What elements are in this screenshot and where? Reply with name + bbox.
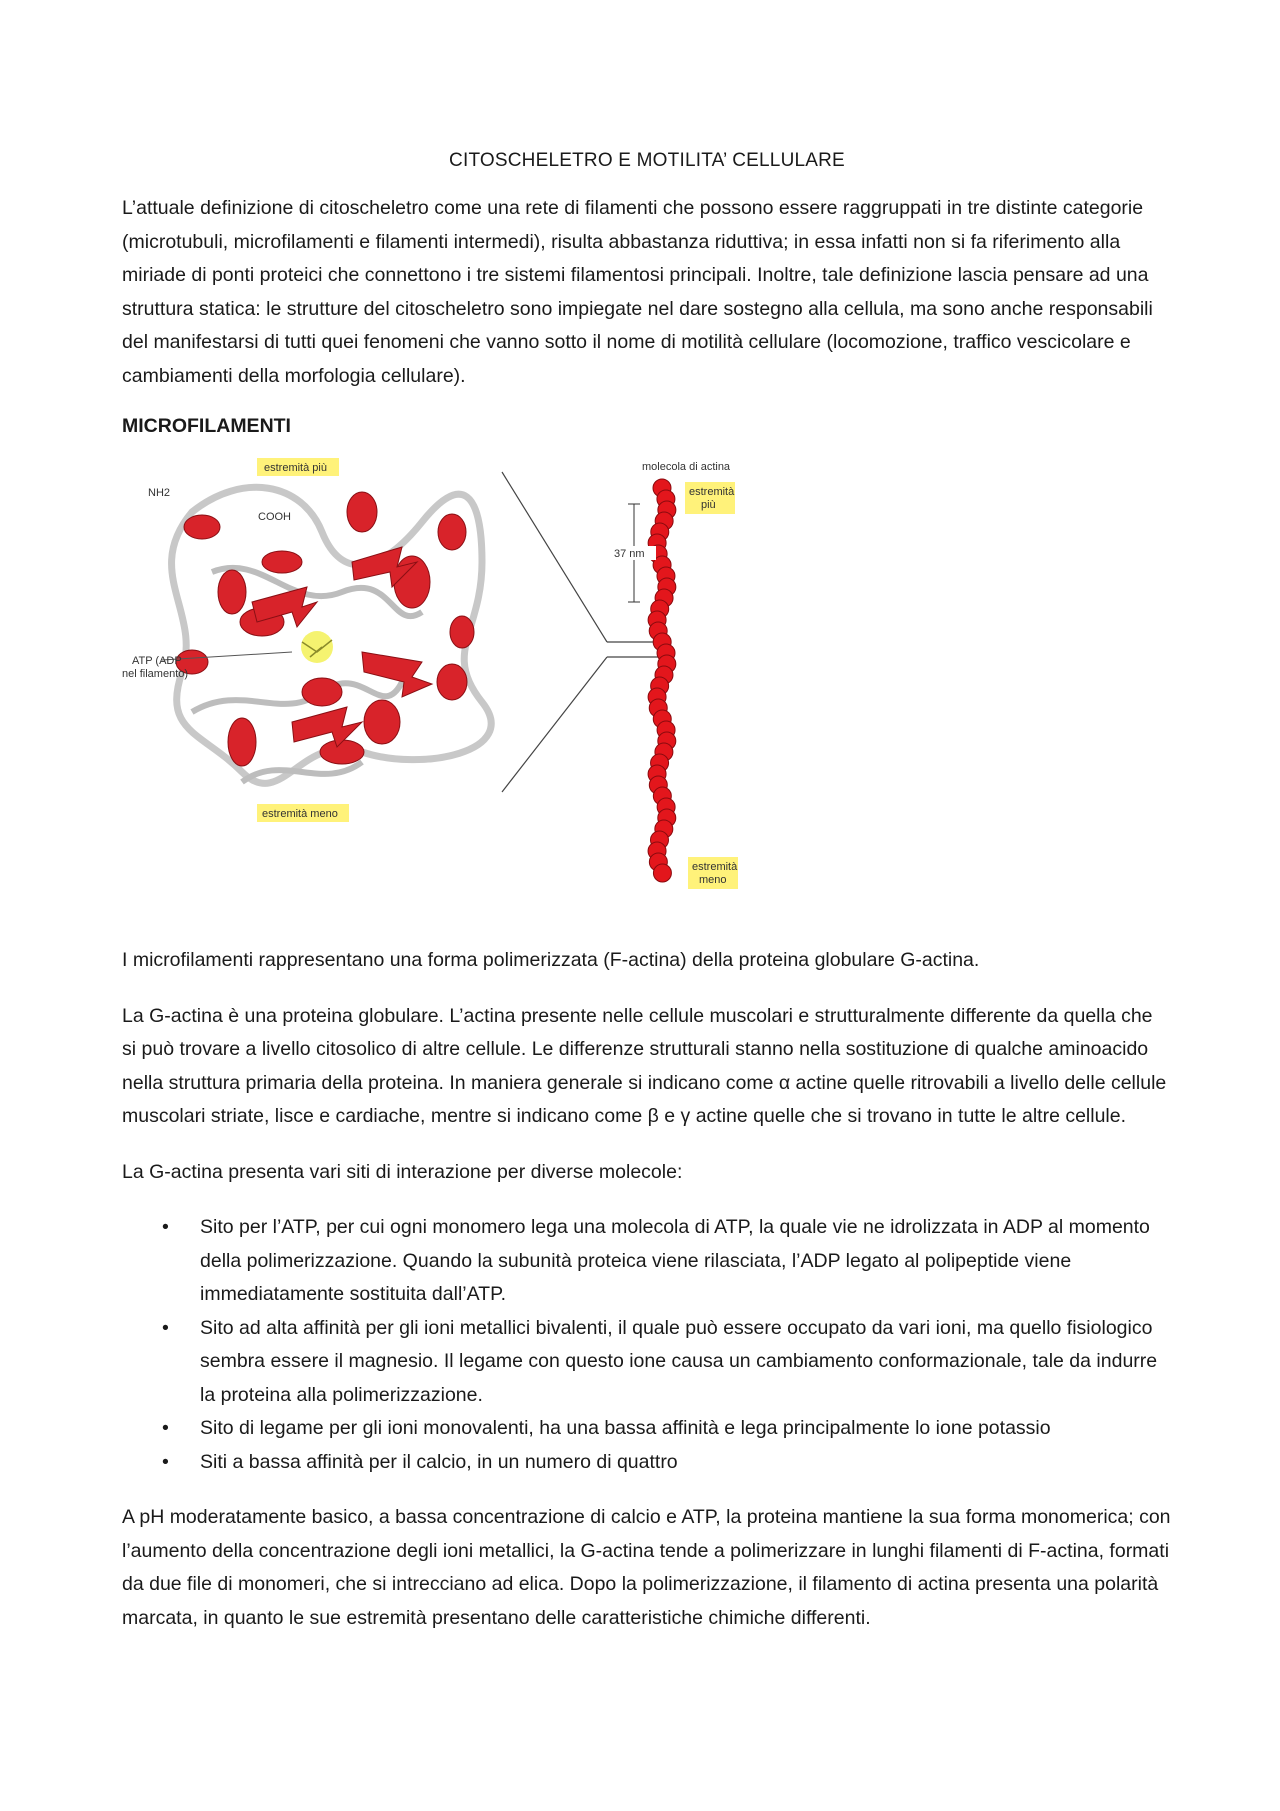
label-cooh: COOH xyxy=(258,511,291,523)
paragraph-microfilaments: I microfilamenti rappresentano una forma polimerizzata (F-actina) della proteina globulare G-actina. xyxy=(122,949,980,971)
label-filament-minus-1: estremità xyxy=(692,861,738,873)
list-item: • Sito per l’ATP, per cui ogni monomero lega una molecola di ATP, la quale vie ne idrolizzata in ADP al momento della polimerizzazione. Quando la subunità proteica viene rilasciata, l’ADP legato al polipeptide viene immediatamente sostituita dall’ATP. xyxy=(122,1211,1172,1312)
sites-list xyxy=(122,1211,1172,1479)
actin-illustration xyxy=(122,452,762,922)
list-item: • Sito ad alta affinità per gli ioni metallici bivalenti, il quale può essere occupato da vari ioni, ma quello fisiologico sembra essere il magnesio. Il legame con questo ione causa un cambiamento conformazionale, tale da indurre la proteina alla polimerizzazione. xyxy=(122,1312,1172,1413)
list-item: • Siti a bassa affinità per il calcio, in un numero di quattro xyxy=(122,1446,1172,1480)
label-filament-minus-2: meno xyxy=(699,874,727,886)
bullet-marker: • xyxy=(162,1417,169,1439)
label-atp-1: ATP (ADP xyxy=(132,655,182,667)
paragraph-sites-intro: La G-actina presenta vari siti di interazione per diverse molecole: xyxy=(122,1160,683,1183)
g-actin-structure xyxy=(162,487,491,783)
label-filament-plus-1: estremità xyxy=(689,486,735,498)
bullet-marker: • xyxy=(162,1450,169,1473)
label-nh2: NH2 xyxy=(148,487,171,499)
paragraph-g-actin: La G-actina è una proteina globulare. L’actina presente nelle cellule muscolari e strutturalmente differente da quella che si può trovare a livello citosolico di altre cellule. Le differenze strutturali stanno nella sostituzione di qualche aminoacido nella struttura primaria della proteina. In maniera generale si indicano come α actine quelle ritrovabili a livello delle cellule muscolari striate, lisce e cardiache, mentre si indicano come β e γ actine quelle che si trovano in tutte le altre cellule. xyxy=(122,1004,1167,1127)
label-minus-end: estremità meno xyxy=(262,808,338,820)
actin-monomer xyxy=(653,864,671,882)
paragraph-polymerization: A pH moderatamente basico, a bassa concentrazione di calcio e ATP, la proteina mantiene la sua forma monomerica; con l’aumento della concentrazione degli ioni metallici, la G-actina tende a polimerizzare in lunghi filamenti di F-actina, formati da due file di monomeri, che si intrecciano ad elica. Dopo la polimerizzazione, il filamento di actina presenta una polarità marcata, in quanto le sue estremità presentano delle caratteristiche chimiche differenti. xyxy=(122,1506,1171,1629)
bullet-marker: • xyxy=(162,1216,169,1238)
section-heading: MICROFILAMENTI xyxy=(122,415,291,437)
label-actin-molecule: molecola di actina xyxy=(642,461,731,473)
document-page xyxy=(122,150,1172,1657)
intro-paragraph: L’attuale definizione di citoscheletro come una rete di filamenti che possono essere raggruppati in tre distinte categorie (microtubuli, microfilamenti e filamenti intermedi), risulta abbastanza riduttiva; in essa infatti non si fa riferimento alla miriade di ponti proteici che connettono i tre sistemi filamentosi principali. Inoltre, tale definizione lascia pensare ad una struttura statica: le strutture del citoscheletro sono impiegate nel dare sostegno alla cellula, ma sono anche responsabili del manifestarsi di tutti quei fenomeni che vanno sotto il nome di motilità cellulare (locomozione, traffico vescicolare e cambiamenti della morfologia cellulare). xyxy=(122,197,1153,387)
bullet-marker: • xyxy=(162,1316,169,1339)
connector-bottom xyxy=(502,657,607,792)
connector-top xyxy=(502,472,607,642)
label-atp-2: nel filamento) xyxy=(122,668,189,680)
label-plus-end: estremità più xyxy=(264,462,327,474)
label-37nm: 37 nm xyxy=(614,548,645,560)
list-item: • Sito di legame per gli ioni monovalenti, ha una bassa affinità e lega principalmente lo ione potassio xyxy=(122,1412,1172,1446)
f-actin-filament xyxy=(648,479,676,882)
document-title: CITOSCHELETRO E MOTILITA’ CELLULARE xyxy=(449,150,845,171)
actin-figure xyxy=(122,452,762,922)
label-filament-plus-2: più xyxy=(701,499,716,511)
